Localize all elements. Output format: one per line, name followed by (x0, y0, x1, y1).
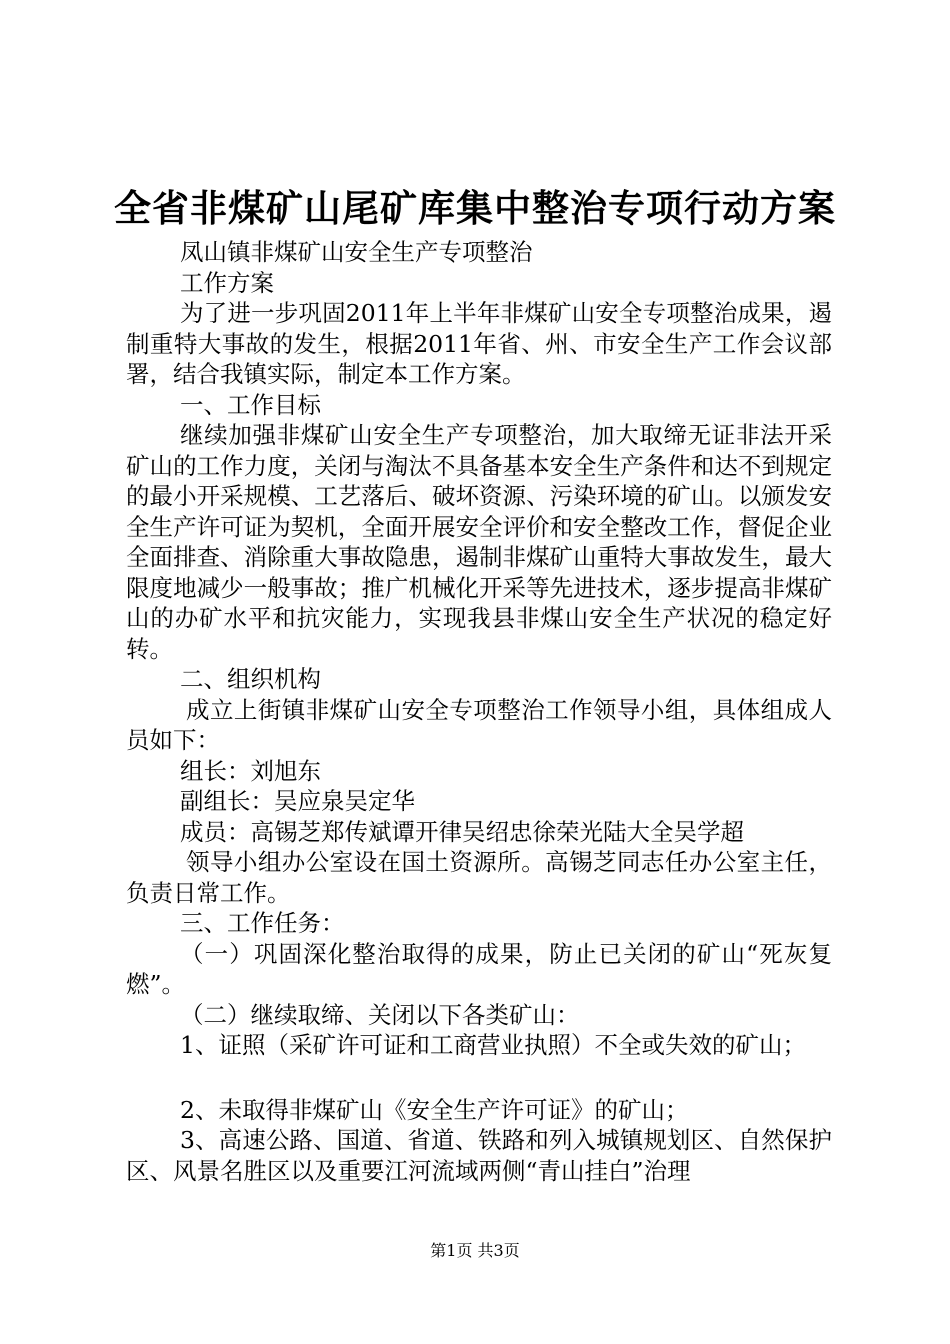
document-body (126, 237, 832, 1186)
section-heading-tasks: 三、工作任务： (180, 909, 345, 937)
page-footer: 第1页 共3页 (430, 1241, 520, 1260)
document-title: 全省非煤矿山尾矿库集中整治专项行动方案 (114, 186, 836, 230)
paragraph-task-2: （二）继续取缔、关闭以下各类矿山： (180, 1000, 580, 1029)
paragraph-subtitle-2: 工作方案 (180, 268, 274, 297)
list-item-1: 1、证照（采矿许可证和工商营业执照）不全或失效的矿山； (180, 1031, 806, 1059)
paragraph-subtitle: 凤山镇非煤矿山安全生产专项整治 (180, 238, 533, 266)
paragraph-intro: 为了进一步巩固2011年上半年非煤矿山安全专项整治成果，遏制重特大事故的发生，根据2011年省、州、市安全生产工作会议部署，结合我镇实际，制定本工作方案。 (126, 299, 832, 388)
paragraph-task-1: （一）巩固深化整治取得的成果，防止已关闭的矿山“死灰复燃”。 (126, 939, 832, 998)
paragraph-leader: 组长：刘旭东 (180, 756, 321, 785)
paragraph-members: 成员：高锡芝郑传斌谭开律吴绍忠徐荣光陆大全吴学超 (180, 817, 744, 846)
section-heading-organization: 二、组织机构 (180, 665, 321, 693)
paragraph-organization: 成立上街镇非煤矿山安全专项整治工作领导小组，具体组成人员如下： (126, 695, 832, 754)
paragraph-goals: 继续加强非煤矿山安全生产专项整治，加大取缔无证非法开采矿山的工作力度，关闭与淘汰不具备基本安全生产条件和达不到规定的最小开采规模、工艺落后、破坏资源、污染环境的矿山。以颁发安全生产许可证为契机，全面开展安全评价和安全整改工作，督促企业全面排查、消除重大事故隐患，遏制非煤矿山重特大事故发生，最大限度地减少一般事故；推广机械化开采等先进技术，逐步提高非煤矿山的办矿水平和抗灾能力，实现我县非煤山安全生产状况的稳定好转。 (126, 421, 832, 663)
paragraph-deputy-leader: 副组长：吴应泉吴定华 (180, 787, 415, 815)
list-item-3: 3、高速公路、国道、省道、铁路和列入城镇规划区、自然保护区、风景名胜区以及重要江河流域两侧“青山挂白”治理 (126, 1126, 832, 1185)
paragraph-gap (126, 1061, 832, 1095)
list-item-2: 2、未取得非煤矿山《安全生产许可证》的矿山； (180, 1095, 689, 1124)
section-heading-goals: 一、工作目标 (180, 390, 321, 419)
paragraph-office: 领导小组办公室设在国土资源所。高锡芝同志任办公室主任，负责日常工作。 (126, 848, 832, 907)
